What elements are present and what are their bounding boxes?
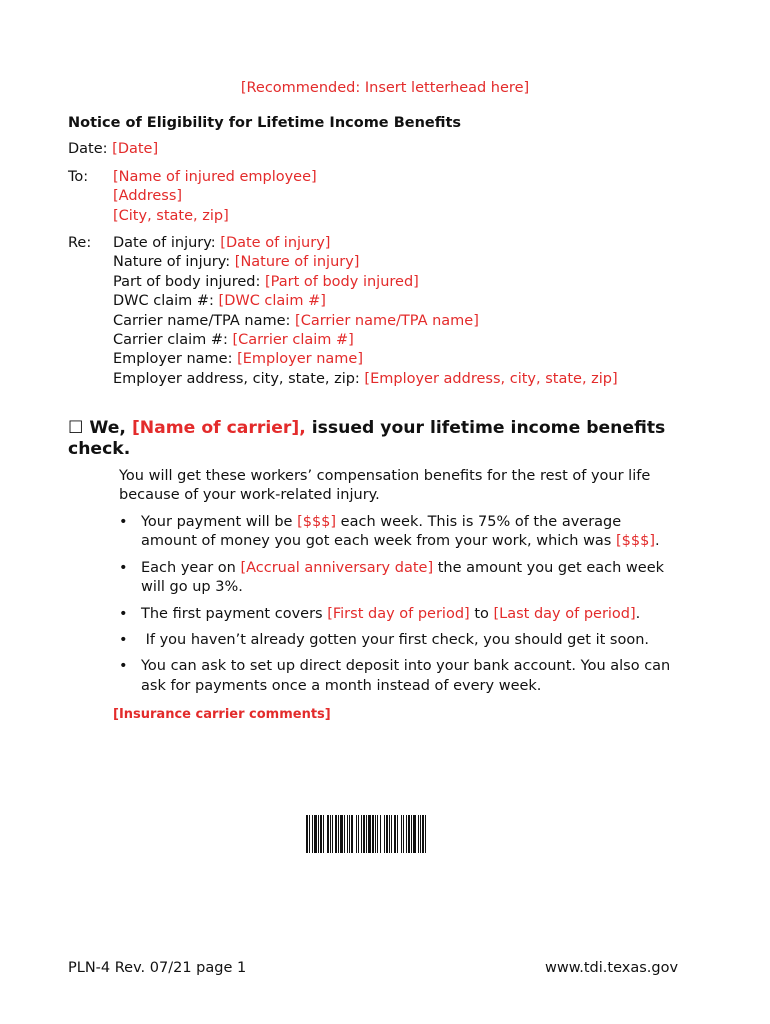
barcode-bar [368, 815, 371, 853]
barcode-bar [372, 815, 374, 853]
list-item [119, 657, 709, 696]
checkbox-icon[interactable]: ☐ [68, 418, 84, 438]
barcode-bar [413, 815, 416, 853]
section-heading [68, 418, 665, 460]
heading-line2: check. [68, 439, 131, 459]
barcode-bar [377, 815, 378, 853]
re-field-label: Date of injury: [113, 235, 216, 251]
barcode-bar [309, 815, 310, 853]
last-day-placeholder: [Last day of period] [493, 605, 636, 622]
barcode-bar [384, 815, 385, 853]
re-field-label: Nature of injury: [113, 254, 231, 271]
barcode-bar [320, 815, 322, 853]
bullet-icon: • [119, 632, 128, 649]
barcode-bar [327, 815, 329, 853]
barcode-bar [418, 815, 419, 853]
barcode-bar [422, 815, 424, 853]
re-label: Re: [68, 235, 92, 251]
barcode-bar [344, 815, 345, 853]
bullet-text: the amount you get each week [437, 559, 665, 576]
barcode-bar [406, 815, 407, 853]
barcode-bar [375, 815, 376, 853]
re-field-value: [Employer address, city, state, zip] [364, 370, 618, 387]
to-label: To: [68, 169, 89, 185]
date-line [68, 140, 158, 159]
barcode-bar [318, 815, 319, 853]
date-value: [Date] [112, 141, 159, 157]
re-field-value: [Part of body injured] [265, 273, 419, 290]
barcode-bar [394, 815, 396, 853]
bullet-text: will go up 3%. [141, 579, 243, 596]
barcode-bar [306, 815, 308, 853]
re-field-body-part [113, 273, 618, 292]
website-url: www.tdi.texas.gov [545, 960, 679, 976]
re-field-nature-of-injury [113, 253, 618, 272]
re-field-label: Carrier name/TPA name: [113, 312, 291, 329]
date-label: Date: [68, 141, 108, 157]
average-wage-placeholder: [$$$] [615, 533, 655, 550]
heading-prefix: We, [89, 418, 126, 438]
re-field-employer-name [113, 350, 618, 369]
to-address-block [113, 168, 317, 226]
barcode-bar [338, 815, 339, 853]
payment-amount-placeholder: [$$$] [297, 514, 337, 530]
bullet-text: amount of money you got each week from your work, which was [141, 533, 612, 550]
barcode-bar [389, 815, 390, 853]
bullet-icon: • [119, 514, 128, 530]
re-field-label: Employer address, city, state, zip: [113, 370, 360, 387]
barcode-bar [314, 815, 317, 853]
form-number: PLN-4 Rev. 07/21 page 1 [68, 960, 247, 976]
bullet-text: to [474, 605, 489, 622]
heading-carrier-name: [Name of carrier], [131, 418, 306, 438]
barcode-bar [397, 815, 398, 853]
document-title: Notice of Eligibility for Lifetime Income Benefits [68, 115, 462, 131]
re-field-carrier-claim [113, 331, 618, 350]
barcode-bar [335, 815, 337, 853]
intro-line: because of your work-related injury. [119, 487, 380, 504]
bullet-text: . [635, 605, 641, 622]
re-field-label: DWC claim #: [113, 293, 214, 310]
re-field-value: [Date of injury] [220, 235, 331, 251]
to-address: [Address] [113, 188, 183, 205]
bullet-text: Your payment will be [141, 514, 293, 530]
re-field-label: Part of body injured: [113, 273, 261, 290]
bullet-text: The first payment covers [141, 605, 323, 622]
re-field-label: Employer name: [113, 351, 233, 368]
re-field-dwc-claim [113, 292, 618, 311]
barcode-bar [401, 815, 402, 853]
to-city-state-zip: [City, state, zip] [113, 207, 229, 224]
barcode-bar [312, 815, 313, 853]
re-field-value: [Nature of injury] [234, 254, 360, 271]
barcode-bar [386, 815, 388, 853]
list-item [119, 513, 709, 552]
heading-suffix: issued your lifetime income benefits [311, 418, 666, 438]
re-field-carrier-name [113, 312, 618, 331]
barcode-bar [356, 815, 357, 853]
accrual-date-placeholder: [Accrual anniversary date] [240, 559, 434, 576]
list-item [119, 631, 709, 650]
barcode-bar [425, 815, 426, 853]
bullet-text: each week. This is 75% of the average [340, 514, 622, 530]
barcode-bar [332, 815, 333, 853]
re-field-value: [Carrier name/TPA name] [295, 312, 479, 329]
re-field-date-of-injury [113, 234, 618, 253]
barcode-bar [420, 815, 421, 853]
re-field-value: [Carrier claim #] [232, 332, 354, 349]
barcode-bar [349, 815, 350, 853]
letterhead-placeholder: [Recommended: Insert letterhead here] [240, 80, 530, 96]
intro-paragraph [119, 467, 650, 506]
re-field-value: [DWC claim #] [218, 293, 326, 310]
barcode-bar [411, 815, 412, 853]
re-fields-block [113, 234, 618, 389]
bullet-text: . [654, 533, 660, 550]
barcode-bar [323, 815, 324, 853]
barcode-bar [361, 815, 362, 853]
barcode-bar [391, 815, 392, 853]
bullet-text: Each year on [141, 559, 236, 576]
re-field-employer-address [113, 370, 618, 389]
re-field-label: Carrier claim #: [113, 332, 228, 349]
bullet-text: You can ask to set up direct deposit into your bank account. You also can [141, 658, 671, 675]
bullet-icon: • [119, 605, 128, 622]
benefit-details-list [119, 513, 709, 696]
barcode-image [306, 815, 508, 853]
barcode-bar [380, 815, 381, 853]
bullet-icon: • [119, 658, 128, 675]
list-item [119, 559, 709, 598]
barcode-bar [340, 815, 343, 853]
barcode-bar [347, 815, 348, 853]
barcode-bar [403, 815, 404, 853]
barcode-bar [366, 815, 367, 853]
re-field-value: [Employer name] [237, 351, 363, 368]
carrier-comments-placeholder: [Insurance carrier comments] [113, 707, 331, 722]
to-employee-name: [Name of injured employee] [113, 169, 317, 185]
list-item [119, 605, 709, 624]
first-day-placeholder: [First day of period] [327, 605, 470, 622]
bullet-icon: • [119, 559, 128, 576]
intro-line: You will get these workers’ compensation benefits for the rest of your life [119, 468, 651, 484]
barcode-bar [351, 815, 353, 853]
bullet-text: ask for payments once a month instead of every week. [141, 677, 542, 694]
barcode-bar [408, 815, 410, 853]
barcode-bar [363, 815, 365, 853]
barcode-bar [330, 815, 331, 853]
bullet-text: If you haven’t already gotten your first check, you should get it soon. [141, 632, 650, 649]
barcode-bar [358, 815, 359, 853]
